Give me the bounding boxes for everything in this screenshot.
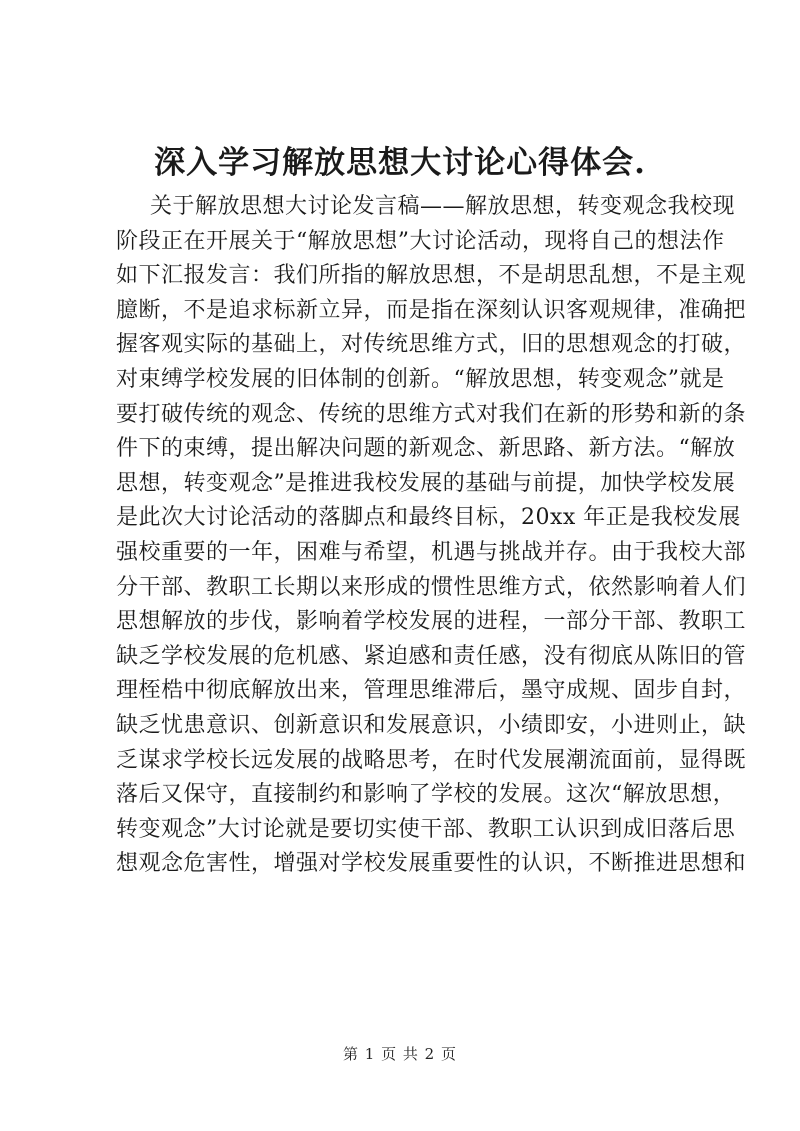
document-body [116, 190, 747, 882]
body-line: 是此次大讨论活动的落脚点和最终目标，20xx 年正是我校发展 [116, 505, 741, 531]
body-line: 缺乏学校发展的危机感、紧迫感和责任感，没有彻底从陈旧的管 [116, 643, 747, 669]
document-title: 深入学习解放思想大讨论心得体会. [154, 145, 646, 181]
body-line: 如下汇报发言：我们所指的解放思想，不是胡思乱想，不是主观 [116, 263, 747, 289]
body-line: 关于解放思想大讨论发言稿——解放思想，转变观念我校现 [150, 194, 736, 219]
body-line: 想观念危害性，增强对学校发展重要性的认识，不断推进思想和 [116, 851, 747, 877]
body-line: 阶段正在开展关于“解放思想”大讨论活动，现将自己的想法作 [116, 228, 725, 254]
body-line: 落后又保守，直接制约和影响了学校的发展。这次“解放思想， [116, 782, 736, 808]
body-line: 臆断，不是追求标新立异，而是指在深刻认识客观规律，准确把 [116, 297, 747, 323]
body-line: 握客观实际的基础上，对传统思维方式，旧的思想观念的打破， [116, 332, 747, 358]
body-line: 件下的束缚，提出解决问题的新观念、新思路、新方法。“解放 [116, 436, 736, 462]
body-line: 思想，转变观念”是推进我校发展的基础与前提，加快学校发展 [116, 470, 736, 496]
body-line: 转变观念”大讨论就是要切实使干部、教职工认识到成旧落后思 [116, 816, 736, 842]
body-line: 对束缚学校发展的旧体制的创新。“解放思想，转变观念”就是 [116, 366, 725, 392]
body-line: 乏谋求学校长远发展的战略思考，在时代发展潮流面前，显得既 [116, 747, 747, 773]
body-line: 强校重要的一年，困难与希望，机遇与挑战并存。由于我校大部 [116, 539, 747, 565]
body-line: 缺乏忧患意识、创新意识和发展意识，小绩即安，小进则止，缺 [116, 712, 747, 738]
page-number-footer: 第 1 页 共 2 页 [343, 1045, 457, 1063]
body-line: 要打破传统的观念、传统的思维方式对我们在新的形势和新的条 [116, 401, 747, 427]
body-line: 分干部、教职工长期以来形成的惯性思维方式，依然影响着人们 [116, 574, 747, 600]
body-line: 思想解放的步伐，影响着学校发展的进程，一部分干部、教职工 [116, 609, 747, 635]
body-line: 理桎梏中彻底解放出来，管理思维滞后，墨守成规、固步自封， [116, 678, 747, 704]
